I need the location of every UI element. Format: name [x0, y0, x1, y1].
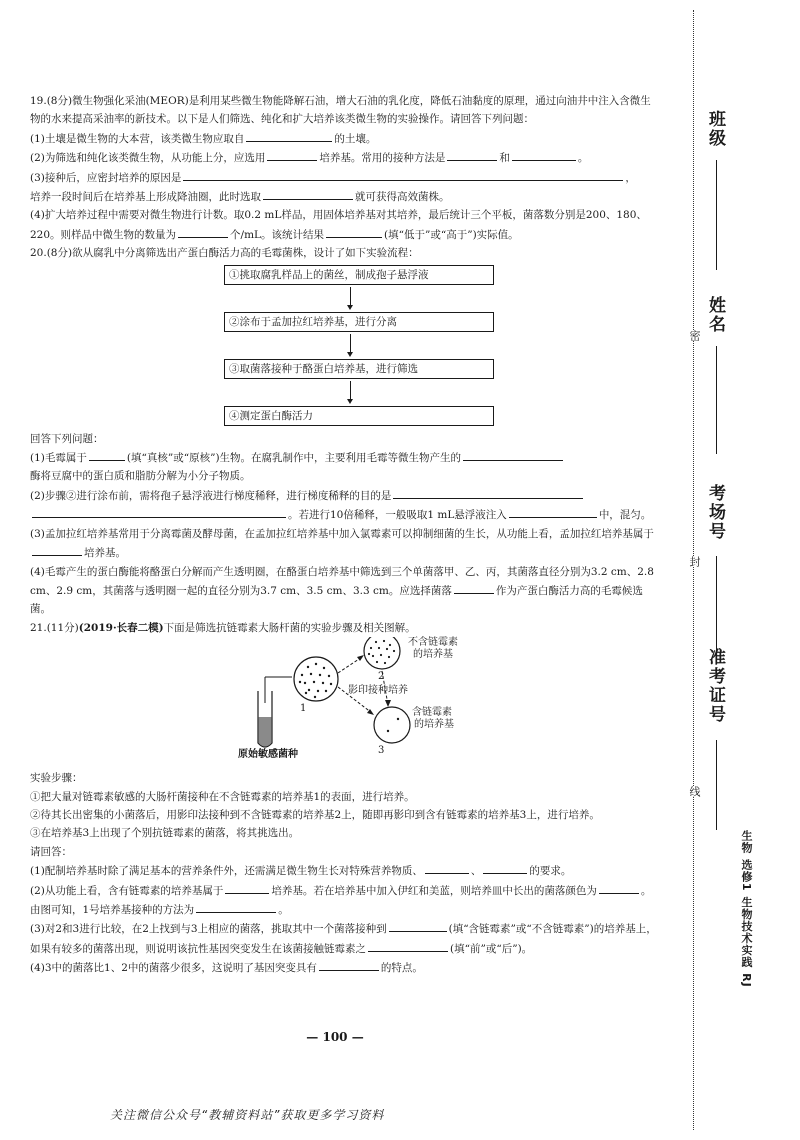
subject-label: 生物 选修1 生物技术实践 RJ	[740, 830, 753, 988]
flow-arrow-icon	[224, 332, 494, 359]
flow-step-4: ④测定蛋白酶活力	[224, 406, 494, 426]
page-number: — 100 —	[306, 1030, 364, 1044]
q21-step1: ①把大量对链霉素敏感的大肠杆菌接种在不含链霉素的培养基1的表面，进行培养。	[30, 790, 415, 803]
answer-blank[interactable]	[447, 148, 497, 161]
q20-stem: 20.(8分)欲从腐乳中分离筛选出产蛋白酶活力高的毛霉菌株，设计了如下实验流程：	[30, 247, 419, 260]
replica-plating-diagram	[30, 637, 660, 769]
q21-diagram	[30, 637, 660, 769]
label-original-strain: 原始敏感菌种	[238, 749, 298, 761]
answer-blank[interactable]	[463, 448, 563, 461]
label-no-streptomycin: 不含链霉素	[408, 637, 458, 649]
q20-part1: (1)毛霉属于 (填“真核”或“原核”)生物。在腐乳制作中，主要利用毛霉等微生物产生的 酶将豆腐中的蛋白质和脂肪分解为小分子物质。	[30, 448, 660, 486]
flow-step-2: ②涂布于孟加拉红培养基，进行分离	[224, 312, 494, 332]
label-streptomycin-2: 的培养基	[414, 719, 454, 731]
label-replica-plating: 影印接种培养	[348, 685, 408, 697]
flow-step-1: ①挑取腐乳样品上的菌丝，制成孢子悬浮液	[224, 265, 494, 285]
answer-blank[interactable]	[89, 448, 125, 461]
q19-part2: (2)为筛选和纯化该类微生物，从功能上分，应选用 培养基。常用的接种方法是 和 。	[30, 148, 660, 167]
binding-dotted-line	[693, 10, 694, 1130]
q20-flowchart	[224, 265, 494, 426]
number-2: 2	[378, 671, 385, 683]
answer-blank[interactable]	[225, 881, 269, 894]
q21-part1: (1)配制培养基时除了满足基本的营养条件外，还需满足微生物生长对特殊营养物质、 、 的要求。	[30, 861, 660, 880]
answer-blank[interactable]	[393, 486, 583, 499]
answer-blank[interactable]	[509, 505, 597, 518]
answer-blank[interactable]	[32, 543, 82, 556]
answer-blank[interactable]	[326, 225, 382, 238]
answer-blank[interactable]	[599, 881, 639, 894]
plate-3	[374, 707, 410, 743]
q20-part2: (2)步骤②进行涂布前，需将孢子悬浮液进行梯度稀释，进行梯度稀释的目的是 。若进行10倍稀释，一般吸取1 mL悬浮液注入 中，混匀。	[30, 486, 660, 525]
q21-stem: 21.(11分)(2019·长春二模)下面是筛选抗链霉素大肠杆菌的实验步骤及相关图解。	[30, 621, 416, 634]
answer-blank[interactable]	[32, 505, 286, 518]
q19-part1: (1)土壤是微生物的大本营，该类微生物应取自 的土壤。	[30, 129, 660, 148]
seal-mark: 线	[688, 786, 701, 797]
q21-step2: ②待其长出密集的小菌落后，用影印法接种到不含链霉素的培养基2上，随即再影印到含有链霉素的培养基3上，进行培养。	[30, 808, 600, 821]
answer-blank[interactable]	[267, 148, 317, 161]
answer-blank[interactable]	[368, 939, 448, 952]
field-name-line[interactable]	[716, 346, 717, 454]
q19-stem: 19.(8分)微生物强化采油(MEOR)是利用某些微生物能降解石油，增大石油的乳化度，降低石油黏度的原理，通过向油井中注入含微生物的水来提高采油率的新技术。以下是人们筛选、纯化和扩大培养该类微生物的实验操作。请回答下列问题：	[30, 95, 651, 126]
answer-blank[interactable]	[196, 900, 276, 913]
flow-arrow-icon	[224, 285, 494, 312]
seal-mark: 密	[688, 330, 701, 341]
answer-blank[interactable]	[319, 958, 379, 971]
field-room-line[interactable]	[716, 556, 717, 652]
q19-part4: (4)扩大培养过程中需要对微生物进行计数。取0.2 mL样品，用固体培养基对其培养，最后统计三个平板，菌落数分别是200、180、220。则样品中微生物的数量为 个/mL。该统计结果 (填“低于”或“高于”)实际值。	[30, 209, 647, 241]
q21-steps-title: 实验步骤：	[30, 772, 83, 785]
q20-part3: (3)孟加拉红培养基常用于分离霉菌及酵母菌，在孟加拉红培养基中加入氯霉素可以抑制细菌的生长，从功能上看，孟加拉红培养基属于培养基。	[30, 527, 654, 560]
q21-ask: 请回答：	[30, 845, 72, 858]
answer-blank[interactable]	[483, 861, 527, 874]
question-content	[30, 92, 660, 978]
answer-blank[interactable]	[183, 168, 623, 181]
answer-blank[interactable]	[512, 148, 576, 161]
field-ticket-label: 准考证号	[705, 648, 725, 724]
answer-blank[interactable]	[454, 581, 494, 594]
q21-part3: (3)对2和3进行比较，在2上找到与3上相应的菌落，挑取其中一个菌落接种到 (填“含链霉素”或“不含链霉素”)的培养基上，如果有较多的菌落出现，则说明该抗性基因突变发生在该菌接触链霉素之 (填“前”或“后”)。	[30, 919, 660, 958]
plate-1	[294, 657, 338, 701]
number-3: 3	[378, 745, 385, 757]
q21-part4: (4)3中的菌落比1、2中的菌落少很多，这说明了基因突变具有 的特点。	[30, 958, 660, 977]
label-streptomycin: 含链霉素	[412, 707, 452, 719]
plate-2	[364, 637, 400, 669]
label-no-streptomycin-2: 的培养基	[413, 649, 453, 661]
field-class-label: 班级	[705, 110, 725, 148]
answer-blank[interactable]	[178, 225, 228, 238]
answer-blank[interactable]	[389, 919, 447, 932]
flow-arrow-icon	[224, 379, 494, 406]
seal-mark: 封	[688, 556, 701, 567]
field-room-label: 考场号	[705, 484, 725, 541]
answer-blank[interactable]	[246, 129, 332, 142]
field-name-label: 姓名	[705, 296, 725, 334]
field-class-line[interactable]	[716, 160, 717, 270]
q21-step3: ③在培养基3上出现了个别抗链霉素的菌落，将其挑选出。	[30, 827, 300, 840]
answer-blank[interactable]	[263, 187, 353, 200]
footer-watermark: 关注微信公众号“教辅资料站”获取更多学习资料	[110, 1108, 385, 1122]
test-tube-icon	[258, 677, 292, 747]
flow-step-3: ③取菌落接种于酪蛋白培养基，进行筛选	[224, 359, 494, 379]
q20-part4: (4)毛霉产生的蛋白酶能将酪蛋白分解而产生透明圈，在酪蛋白培养基中筛选到三个单菌落甲、乙、丙，其菌落直径分别为3.2 cm、2.8 cm、2.9 cm，其菌落与透明圈一起的直径分别为3.7 cm、3.5 cm、3.3 cm。应选择菌落 作为产蛋白酶活力高的毛霉候选菌。	[30, 565, 654, 616]
answer-blank[interactable]	[425, 861, 469, 874]
field-ticket-line[interactable]	[716, 740, 717, 830]
q19-part3: (3)接种后，应密封培养的原因是 ， 培养一段时间后在培养基上形成降油圈，此时选取 就可获得高效菌株。	[30, 168, 660, 207]
q20-ask: 回答下列问题：	[30, 432, 104, 445]
number-1: 1	[300, 703, 307, 715]
q21-part2: (2)从功能上看，含有链霉素的培养基属于 培养基。若在培养基中加入伊红和美蓝，则培养皿中长出的菌落颜色为 。由图可知，1号培养基接种的方法为 。	[30, 881, 660, 920]
